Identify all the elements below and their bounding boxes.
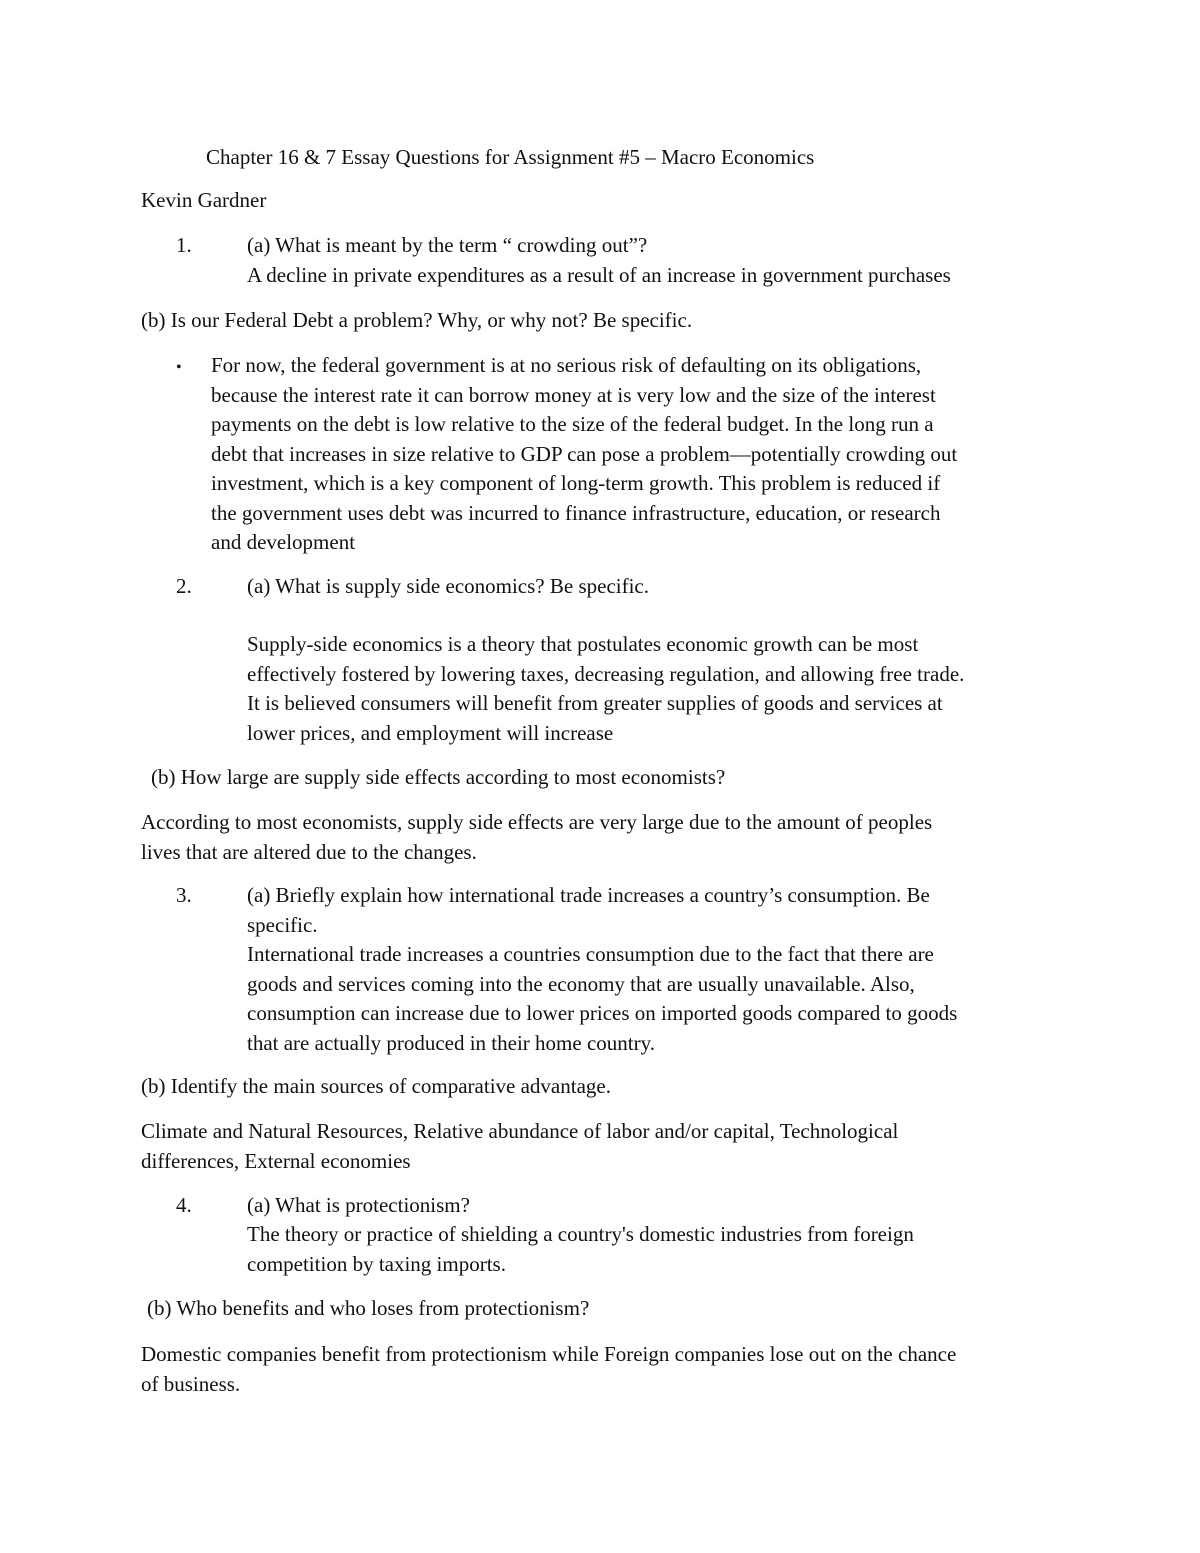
q3-a-question-line: (a) Briefly explain how international trade increases a country’s consumption. Be xyxy=(247,883,930,907)
q2-a-answer-line: lower prices, and employment will increase xyxy=(247,720,614,745)
author-name: Kevin Gardner xyxy=(141,188,267,212)
q1-a-answer: A decline in private expenditures as a result of an increase in government purchases xyxy=(247,263,951,287)
q2-b-question: (b) How large are supply side effects according to most economists? xyxy=(151,765,726,789)
q2-b-answer-line: According to most economists, supply side effects are very large due to the amount of peoples xyxy=(141,810,933,834)
q1-b-answer-line: the government uses debt was incurred to finance infrastructure, education, or research xyxy=(211,500,941,525)
q4-number: 4. xyxy=(176,1193,192,1217)
q4-b-answer-line: of business. xyxy=(141,1371,241,1396)
q1-b-answer xyxy=(211,351,957,558)
q2-b-answer-line: lives that are altered due to the changes. xyxy=(141,839,477,864)
q1-b-question: (b) Is our Federal Debt a problem? Why, or why not? Be specific. xyxy=(141,308,693,332)
q3-b-answer xyxy=(141,1117,898,1176)
q1-b-answer-line: investment, which is a key component of long-term growth. This problem is reduced if xyxy=(211,471,941,495)
q3-a-question-line: specific. xyxy=(247,912,318,937)
q1-b-answer-line: because the interest rate it can borrow money at is very low and the size of the interest xyxy=(211,382,936,407)
q4-a-answer-line: competition by taxing imports. xyxy=(247,1251,506,1276)
q4-b-question: (b) Who benefits and who loses from protectionism? xyxy=(147,1296,590,1320)
document-title: Chapter 16 & 7 Essay Questions for Assignment #5 – Macro Economics xyxy=(206,145,815,169)
q1-b-answer-line: payments on the debt is low relative to the size of the federal budget. In the long run a xyxy=(211,412,934,436)
q1-b-answer-line: and development xyxy=(211,530,356,554)
q3-b-answer-line: differences, External economies xyxy=(141,1148,411,1173)
q3-a-question xyxy=(247,881,930,940)
q4-b-answer xyxy=(141,1340,956,1399)
q2-a-answer-line: Supply-side economics is a theory that postulates economic growth can be most xyxy=(247,632,919,656)
q4-b-answer-line: Domestic companies benefit from protectionism while Foreign companies lose out on the chance xyxy=(141,1342,957,1366)
q3-a-answer-line: International trade increases a countries consumption due to the fact that there are xyxy=(247,942,934,966)
q2-a-question: (a) What is supply side economics? Be specific. xyxy=(247,574,649,598)
q1-a-question: (a) What is meant by the term “ crowding out”? xyxy=(247,233,648,257)
q3-b-answer-line: Climate and Natural Resources, Relative abundance of labor and/or capital, Technological xyxy=(141,1119,899,1143)
q4-a-answer xyxy=(247,1220,914,1279)
q3-a-answer-line: goods and services coming into the economy that are usually unavailable. Also, xyxy=(247,971,915,996)
q2-a-answer-line: effectively fostered by lowering taxes, decreasing regulation, and allowing free trade. xyxy=(247,661,965,686)
q2-a-answer-line: It is believed consumers will benefit from greater supplies of goods and services at xyxy=(247,691,943,715)
q2-a-answer xyxy=(247,630,964,748)
q3-b-question: (b) Identify the main sources of comparative advantage. xyxy=(141,1074,611,1098)
q1-b-answer-line: debt that increases in size relative to GDP can pose a problem—potentially crowding out xyxy=(211,441,958,466)
q4-a-question: (a) What is protectionism? xyxy=(247,1193,470,1217)
q2-number: 2. xyxy=(176,574,192,598)
q3-number: 3. xyxy=(176,883,192,907)
bullet-icon: • xyxy=(176,359,182,376)
q1-number: 1. xyxy=(176,233,192,257)
q3-a-answer xyxy=(247,940,957,1058)
q3-a-answer-line: that are actually produced in their home country. xyxy=(247,1030,655,1055)
q1-b-answer-line: For now, the federal government is at no serious risk of defaulting on its obligations, xyxy=(211,353,922,377)
q4-a-answer-line: The theory or practice of shielding a country's domestic industries from foreign xyxy=(247,1222,914,1246)
q2-b-answer xyxy=(141,808,932,867)
q3-a-answer-line: consumption can increase due to lower prices on imported goods compared to goods xyxy=(247,1001,958,1025)
